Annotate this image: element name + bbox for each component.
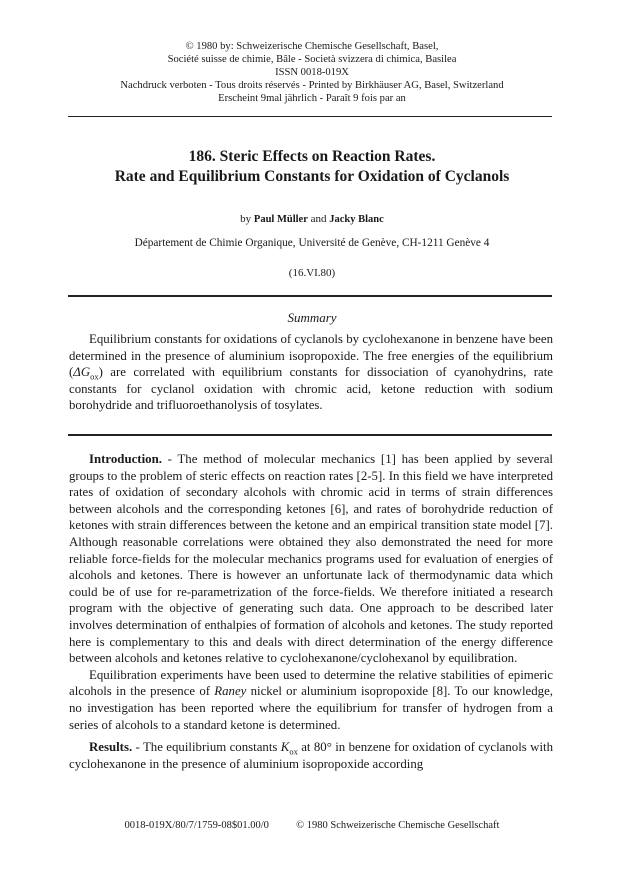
summary-top-divider (68, 295, 552, 297)
equilibration-paragraph: Equilibration experiments have been used to determine the relative stabilities of epimeric alcohols in the presence of Raney nickel or aluminium isopropoxide [8]. To our knowledge, no investigation has been reported where the equilibrium for transfer of hydrogen from a series of alcohols to a standard ketone is determined. (69, 667, 553, 732)
author-name: Paul Müller (253, 214, 308, 225)
footer-copyright: © 1980 Schweizerische Chemische Gesellschaft (296, 820, 500, 831)
header-divider (68, 116, 552, 117)
copyright-line: © 1980 by: Schweizerische Chemische Gesellschaft, Basel, (185, 41, 439, 52)
and-word: and (310, 213, 327, 225)
k-symbol: K (280, 740, 290, 755)
article-title-line1: 186. Steric Effects on Reaction Rates. (188, 148, 436, 165)
author-line (0, 212, 624, 227)
ox-subscript: ox (289, 746, 298, 757)
frequency-line: Erscheint 9mal jährlich - Paraît 9 fois par an (218, 93, 406, 104)
summary-text (69, 331, 553, 414)
introduction-paragraph: Introduction. - The method of molecular mechanics [1] has been applied by several groups to the problem of steric effects on reaction rates [2-5]. In this field we have interpreted rates of oxidation of secondary alcohols with chromic acid in terms of strain differences between alcohols and the corresponding ketones [6], and rates of borohydride reduction of ketones with strain differences between the ketone and an empirical transition state model [7]. Although reasonable correlations were obtained they also demonstrated the need for more reliable force-fields for the molecular mechanics programs used for evaluation of energies of alcohols and ketones. There is however an unfortunate lack of thermodynamic data which could be of use for re-parametrization of the force-fields. We therefore initiated a research program with the objective of generating such data. One approach to be described later involves determination of enthalpies of formation of alcohols and ketones. The study reported here is complementary to this and deals with direct determination of the energy difference between alcohols and ketones relative to cyclohexanone/cyclohexanol by equilibration. (69, 452, 553, 666)
ox-subscript: ox (90, 371, 99, 382)
issn-line: ISSN 0018-019X (275, 67, 349, 78)
article-title-line2: Rate and Equilibrium Constants for Oxidation of Cyclanols (114, 168, 510, 185)
author-name: Jacky Blanc (329, 214, 384, 225)
society-line: Société suisse de chimie, Bâle - Società svizzera di chimica, Basilea (167, 54, 457, 65)
summary-heading: Summary (287, 310, 337, 325)
results-paragraph: Results. - The equilibrium constants $K_{ox}$ at 80° in benzene for oxidation of cyclanols with cyclohexanone in the presence of aluminium isopropoxide according (69, 740, 553, 771)
page-footer (0, 820, 624, 831)
introduction-heading: Introduction. (89, 452, 162, 466)
affiliation: Département de Chimie Organique, Université de Genève, CH-1211 Genève 4 (134, 237, 490, 249)
results-heading: Results. (89, 740, 133, 755)
raney-italic: Raney (214, 684, 247, 699)
delta-g-symbol: ΔG (73, 365, 91, 380)
article-code: 0018-019X/80/7/1759-08$01.00/0 (124, 820, 269, 831)
received-date: (16.VI.80) (288, 267, 336, 279)
by-word: by (240, 213, 252, 225)
article-body (69, 451, 553, 772)
summary-paragraph: Equilibrium constants for oxidations of cyclanols by cyclohexanone in benzene have been determined in the presence of aluminium isopropoxide. The free energies of the equilibrium $(\Delta G_{ox})$ are correlated with equilibrium constants for dissociation of cyanohydrins, rate constants for cyclanol oxidation with chromic acid, ketone reduction with sodium borohydride and trifluoroethanolysis of tosylates. (69, 332, 553, 413)
rights-line: Nachdruck verboten - Tous droits réservés - Printed by Birkhäuser AG, Basel, Switzerland (120, 80, 504, 91)
summary-bottom-divider (68, 434, 552, 436)
